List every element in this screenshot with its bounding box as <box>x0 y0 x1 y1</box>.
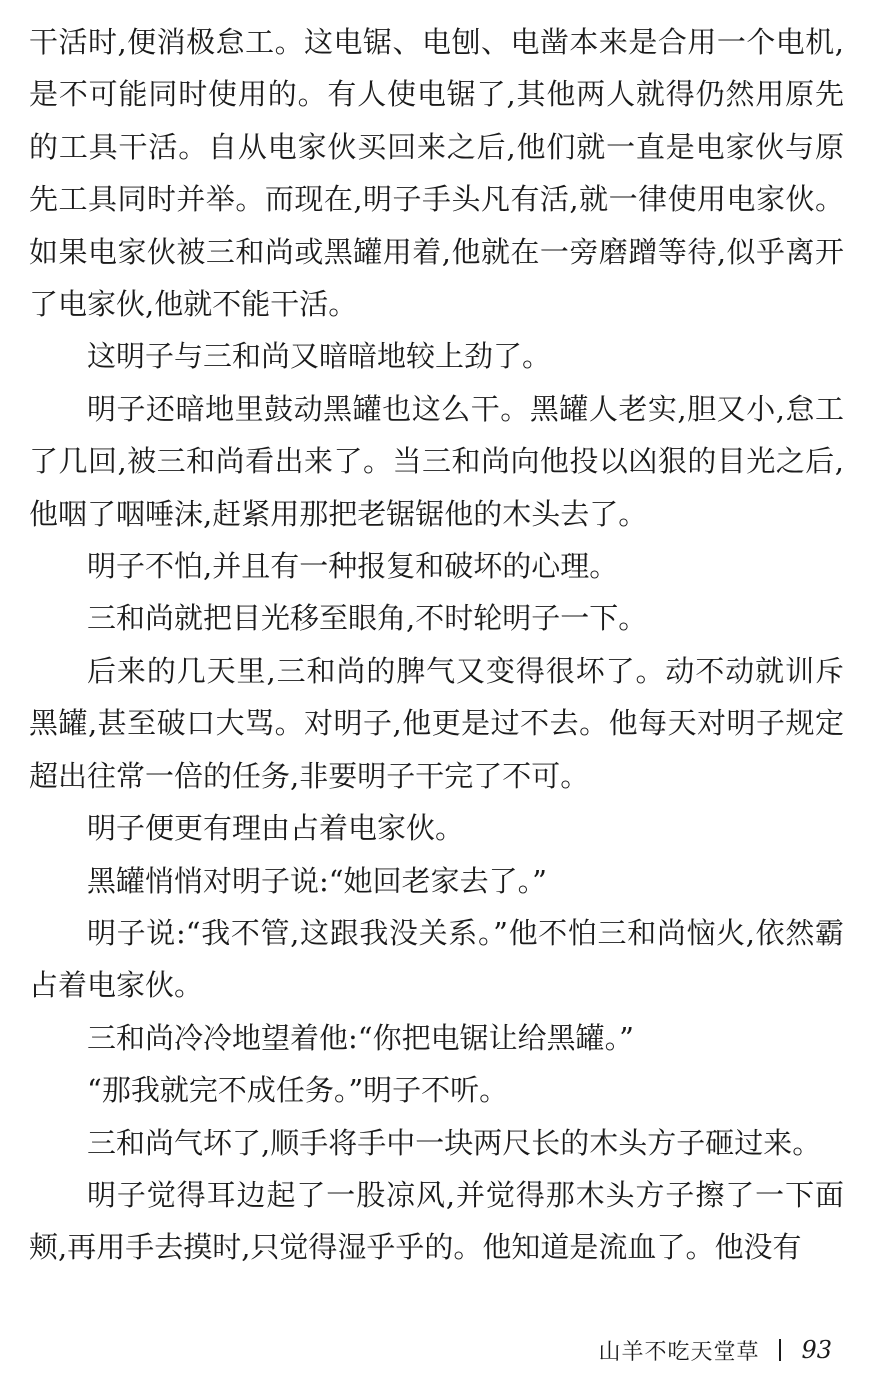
page-number: 93 <box>801 1336 832 1364</box>
footer-divider <box>779 1339 781 1361</box>
paragraph-6: 后来的几天里,三和尚的脾气又变得很坏了。动不动就训斥黑罐,甚至破口大骂。对明子,他更是过不去。他每天对明子规定超出往常一倍的任务,非要明子干完了不可。 <box>29 653 844 793</box>
paragraph-10: 三和尚冷冷地望着他:“你把电锯让给黑罐。” <box>87 1020 634 1055</box>
paragraph-4: 明子不怕,并且有一种报复和破坏的心理。 <box>87 549 619 584</box>
paragraph-8: 黑罐悄悄对明子说:“她回老家去了。” <box>87 863 547 898</box>
book-title: 山羊不吃天堂草 <box>598 1339 760 1365</box>
paragraph-1: 干活时,便消极怠工。这电锯、电刨、电凿本来是合用一个电机,是不可能同时使用的。有人使电锯了,其他两人就得仍然用原先的工具干活。自从电家伙买回来之后,他们就一直是电家伙与原先工具同时并举。而现在,明子手头凡有活,就一律使用电家伙。如果电家伙被三和尚或黑罐用着,他就在一旁磨蹭等待,似乎离开了电家伙,他就不能干活。 <box>29 25 844 322</box>
paragraph-12: 三和尚气坏了,顺手将手中一块两尺长的木头方子砸过来。 <box>87 1125 822 1160</box>
paragraph-11: “那我就完不成任务。”明子不听。 <box>87 1073 509 1108</box>
body-text <box>29 16 844 1274</box>
page-footer <box>598 1332 832 1368</box>
paragraph-5: 三和尚就把目光移至眼角,不时轮明子一下。 <box>87 601 648 636</box>
paragraph-7: 明子便更有理由占着电家伙。 <box>87 811 465 846</box>
paragraph-2: 这明子与三和尚又暗暗地较上劲了。 <box>87 339 552 374</box>
paragraph-3: 明子还暗地里鼓动黑罐也这么干。黑罐人老实,胆又小,怠工了几回,被三和尚看出来了。当三和尚向他投以凶狠的目光之后,他咽了咽唾沫,赶紧用那把老锯锯他的木头去了。 <box>29 391 844 531</box>
paragraph-13: 明子觉得耳边起了一股凉风,并觉得那木头方子擦了一下面颊,再用手去摸时,只觉得湿乎乎的。他知道是流血了。他没有 <box>29 1177 844 1265</box>
paragraph-9: 明子说:“我不管,这跟我没关系。”他不怕三和尚恼火,依然霸占着电家伙。 <box>29 915 844 1003</box>
